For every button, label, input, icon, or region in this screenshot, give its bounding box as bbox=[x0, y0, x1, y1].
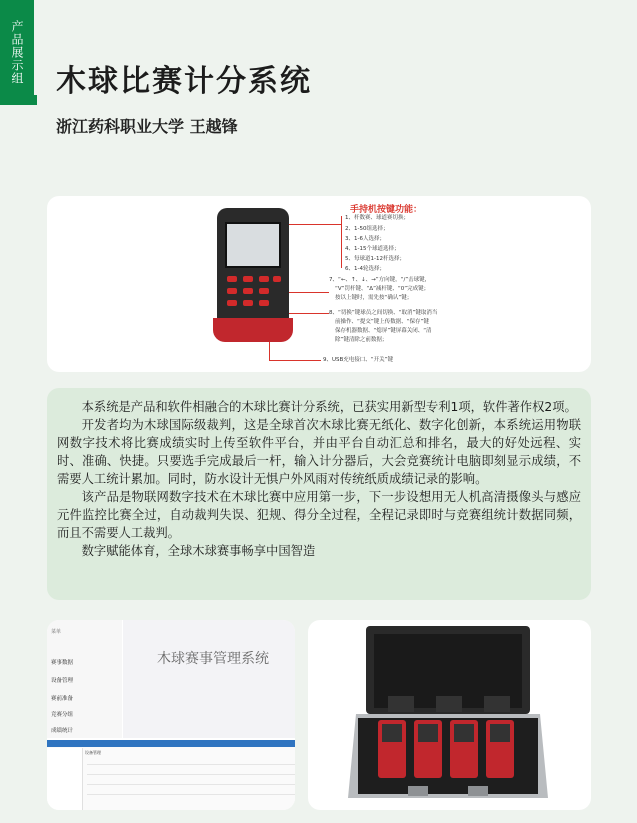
device-screen bbox=[225, 222, 281, 268]
menu-item: 赛前准备 bbox=[51, 696, 74, 702]
spec-line: 4、1-15个球道选择； bbox=[345, 246, 400, 252]
table-sidebar bbox=[47, 748, 83, 810]
spec-line: 8、“切换”键球员之间切换、“取消”键取消当 bbox=[329, 310, 438, 316]
spec-line: 5、每球道1-12杆选择； bbox=[345, 256, 405, 262]
device-key bbox=[243, 300, 253, 306]
page-title: 木球比赛计分系统 bbox=[56, 64, 312, 99]
spec-line: 7、“←、↑、↓、→”方向键，“/”击球键， bbox=[329, 277, 431, 283]
device-card bbox=[47, 196, 591, 372]
keypad-title: 手持机按键功能： bbox=[350, 205, 423, 215]
spec-line: 保存机器数据、“熄屏”键屏幕关闭、“清 bbox=[335, 328, 432, 334]
leader-line bbox=[289, 313, 329, 314]
leader-line bbox=[289, 292, 329, 293]
device-diagram bbox=[177, 198, 463, 368]
menu-item: 设备管理 bbox=[51, 678, 74, 684]
software-screenshot-card bbox=[47, 620, 295, 810]
leader-line bbox=[341, 216, 342, 268]
menu-header: 菜单 bbox=[51, 629, 62, 635]
carrying-case-image bbox=[348, 626, 548, 804]
description-paragraph: 本系统是产品和软件相融合的木球比赛计分系统，已获实用新型专利1项，软件著作权2项。 bbox=[81, 400, 577, 414]
leader-line bbox=[289, 224, 341, 225]
device-key bbox=[227, 276, 237, 282]
spec-line: 6、1-4轮选择； bbox=[345, 266, 385, 272]
spec-line: 3、1-6人选择； bbox=[345, 236, 385, 242]
description-text bbox=[57, 398, 581, 560]
device-key bbox=[259, 300, 269, 306]
device-key bbox=[227, 288, 237, 294]
description-paragraph: 数字赋能体育，全球木球赛事畅享中国智造 bbox=[81, 544, 316, 558]
device-key bbox=[243, 288, 253, 294]
device-key bbox=[227, 300, 237, 306]
software-sidebar bbox=[47, 620, 122, 738]
menu-item: 成绩统计 bbox=[51, 728, 74, 734]
software-topbar bbox=[47, 740, 295, 747]
device-base bbox=[213, 318, 293, 342]
table-row bbox=[87, 758, 295, 765]
spec-line: 除”键清除之前数据； bbox=[335, 337, 388, 343]
carrying-case-card bbox=[308, 620, 591, 810]
spec-line: 按以上键时，需先按“确认”键； bbox=[335, 295, 413, 301]
spec-line: “V”罚杆键、“Δ”减杆键、“0”完成键； bbox=[335, 286, 430, 292]
author-line: 浙江药科职业大学 王越锋 bbox=[56, 117, 238, 136]
menu-item: 赛事数据 bbox=[51, 660, 74, 666]
device-key bbox=[259, 288, 269, 294]
spec-line: 2、1-50组选择； bbox=[345, 226, 389, 232]
device-key bbox=[273, 276, 281, 282]
tag-accent-line bbox=[34, 95, 37, 105]
handheld-device-image bbox=[217, 208, 289, 336]
leader-line bbox=[269, 342, 270, 360]
software-table-view bbox=[47, 740, 295, 810]
table-title: 设备管理 bbox=[85, 750, 101, 755]
spec-line: 1、杆数赛、球道赛切换； bbox=[345, 215, 410, 221]
description-paragraph: 开发者均为木球国际级裁判，这是全球首次木球比赛无纸化、数字化创新，本系统运用物联网数字技术将比赛成绩实时上传至软件平台，并由平台自动汇总和排名，最大的好处远程、实时、准确、快捷。只要选手完成最后一杆，输入计分器后，大会竞赛统计电脑即刻显示成绩，不需要人工统计累加。同时，防水设计无惧户外风雨对传统纸质成绩记录的影响。 bbox=[57, 418, 581, 486]
description-paragraph: 该产品是物联网数字技术在木球比赛中应用第一步，下一步设想用无人机高清摄像头与感应元件监控比赛全过，自动裁判失误、犯规、得分全过程，全程记录即时与竞赛组统计数据同频，而且不需要人工裁判。 bbox=[57, 490, 581, 540]
table-row bbox=[87, 768, 295, 775]
spec-line: 前操作、“提交”键上传数据、“保存”键 bbox=[335, 319, 429, 325]
spec-line: 9、USB充电接口、“开关”键 bbox=[323, 357, 393, 363]
description-card bbox=[47, 388, 591, 600]
software-banner bbox=[123, 620, 295, 738]
table-row bbox=[87, 778, 295, 785]
menu-item: 竞赛分组 bbox=[51, 712, 74, 718]
device-key bbox=[243, 276, 253, 282]
leader-line bbox=[269, 360, 321, 361]
section-tag: 产品展示组 bbox=[0, 0, 34, 105]
table-row bbox=[87, 788, 295, 795]
software-banner-title: 木球赛事管理系统 bbox=[157, 651, 269, 667]
device-key bbox=[259, 276, 269, 282]
